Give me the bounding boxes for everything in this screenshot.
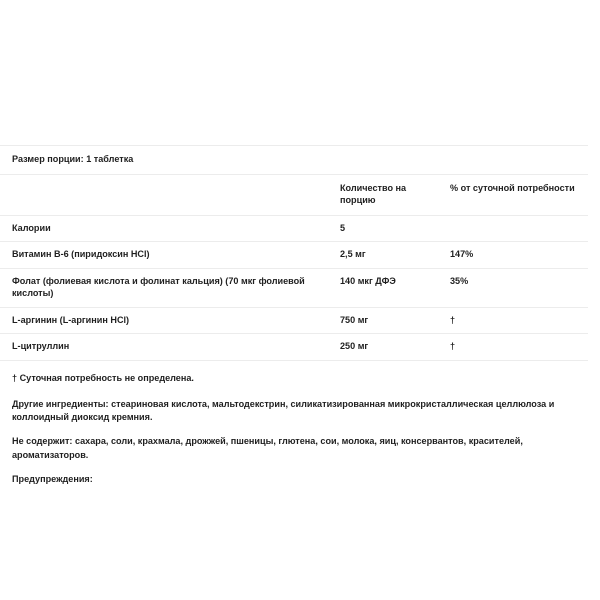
supplement-facts-panel [0, 145, 600, 486]
table-row [0, 334, 588, 361]
column-header-percent-daily-value: % от суточной потребности [450, 174, 588, 215]
nutrient-amount: 140 мкг ДФЭ [340, 268, 450, 307]
table-row [0, 242, 588, 269]
supplement-facts-table [0, 145, 588, 361]
nutrient-daily-value: 35% [450, 268, 588, 307]
table-row [0, 307, 588, 334]
nutrient-daily-value: † [450, 334, 588, 361]
nutrient-daily-value: 147% [450, 242, 588, 269]
warnings-heading: Предупреждения: [12, 473, 93, 484]
column-header-amount-per-serving: Количество на порцию [340, 174, 450, 215]
nutrient-name: Фолат (фолиевая кислота и фолинат кальция) (70 мкг фолиевой кислоты) [0, 268, 340, 307]
nutrient-name: Калории [0, 215, 340, 242]
daily-value-footnote: † Суточная потребность не определена. [12, 372, 194, 383]
table-row [0, 268, 588, 307]
free-from-text: Не содержит: сахара, соли, крахмала, дрожжей, пшеницы, глютена, сои, молока, яиц, консервантов, красителей, ароматизаторов. [12, 436, 523, 460]
table-header-row [0, 174, 588, 215]
nutrient-name: Витамин B-6 (пиридоксин HCl) [0, 242, 340, 269]
nutrient-amount: 250 мг [340, 334, 450, 361]
column-header-name [0, 174, 340, 215]
nutrient-name: L-цитруллин [0, 334, 340, 361]
serving-size-row [0, 146, 588, 175]
nutrient-name: L-аргинин (L-аргинин HCl) [0, 307, 340, 334]
table-row [0, 215, 588, 242]
nutrient-daily-value: † [450, 307, 588, 334]
serving-size-label: Размер порции: 1 таблетка [0, 146, 588, 175]
nutrient-amount: 750 мг [340, 307, 450, 334]
other-ingredients-text: Другие ингредиенты: стеариновая кислота, мальтодекстрин, силикатизированная микрокристаллическая целлюлоза и коллоидный диоксид кремния. [12, 399, 555, 423]
nutrient-daily-value [450, 215, 588, 242]
nutrient-amount: 5 [340, 215, 450, 242]
nutrient-amount: 2,5 мг [340, 242, 450, 269]
